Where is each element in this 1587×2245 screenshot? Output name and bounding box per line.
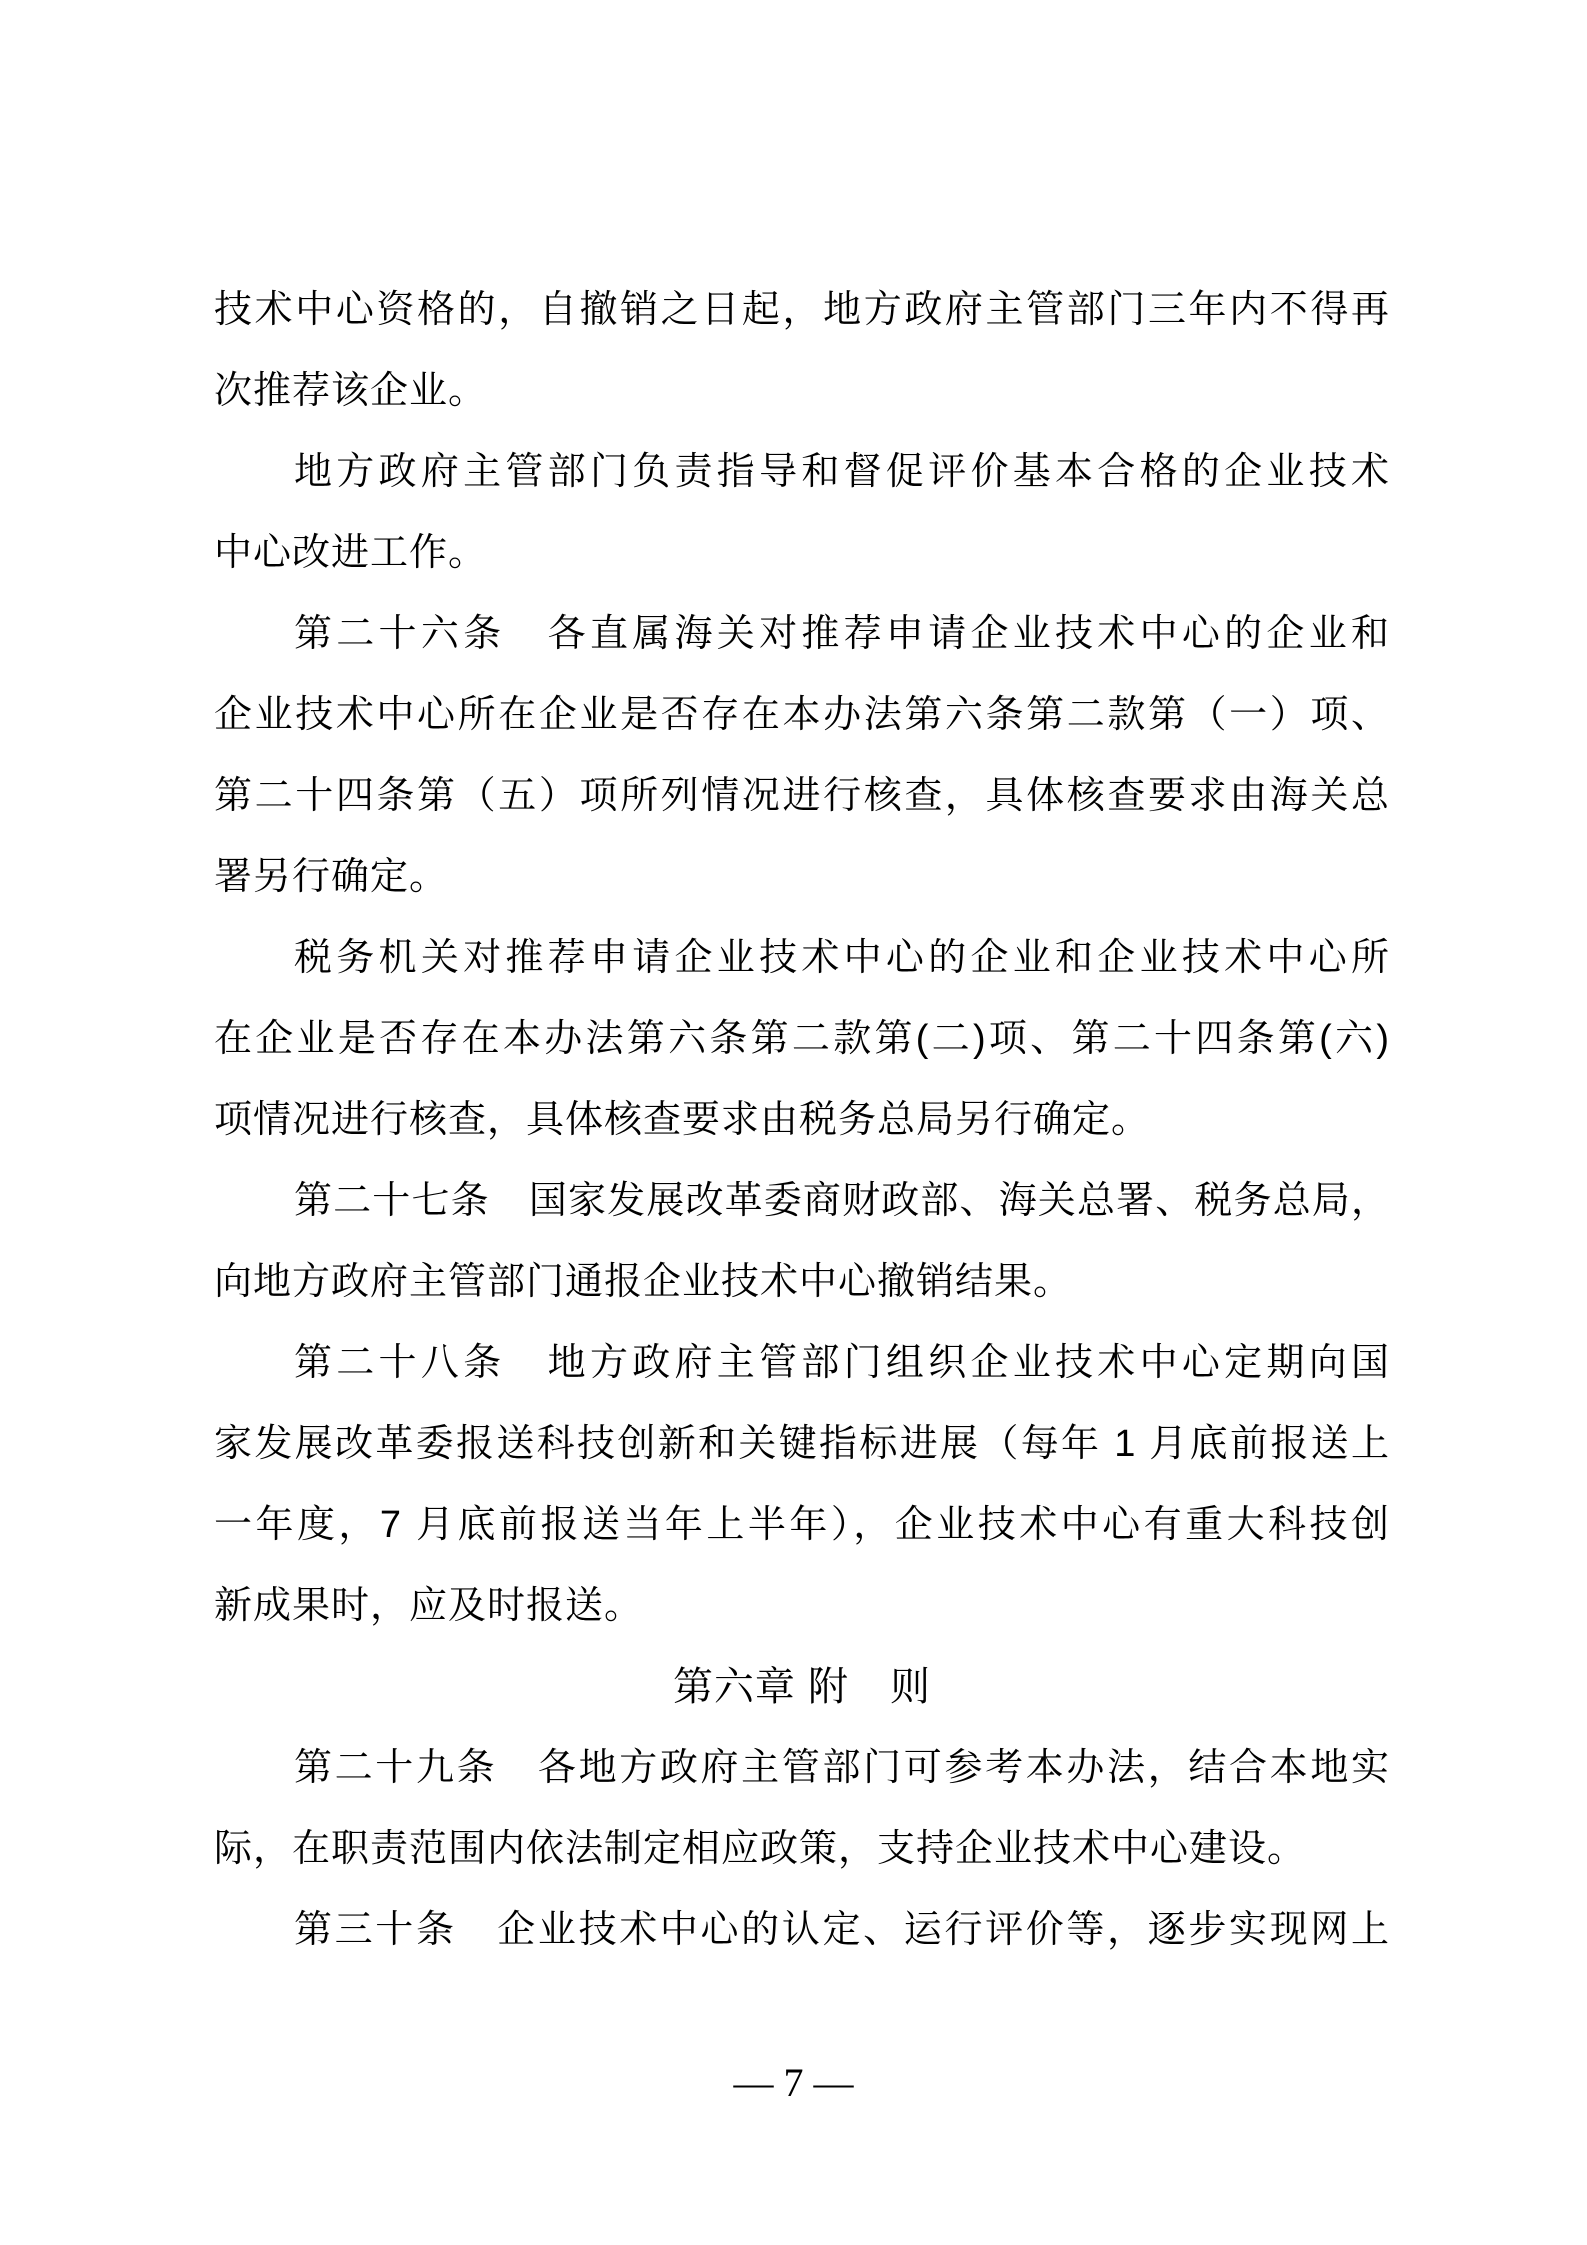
text-line: 第二十八条 地方政府主管部门组织企业技术中心定期向国 (294, 1342, 1390, 1384)
document-body (214, 270, 1390, 1971)
text-line: 第二十九条 各地方政府主管部门可参考本办法，结合本地实 (294, 1747, 1390, 1789)
chapter-heading: 第六章 附 则 (672, 1665, 932, 1709)
text-line: 次推荐该企业。 (214, 370, 488, 412)
text-line: 技术中心资格的，自撤销之日起，地方政府主管部门三年内不得再 (214, 289, 1390, 331)
text-line: 企业技术中心所在企业是否存在本办法第六条第二款第（一）项、 (214, 694, 1390, 736)
text-line: 税务机关对推荐申请企业技术中心的企业和企业技术中心所 (294, 937, 1390, 979)
text-line: 际，在职责范围内依法制定相应政策，支持企业技术中心建设。 (214, 1828, 1307, 1870)
text-line: 第二十七条 国家发展改革委商财政部、海关总署、税务总局， (294, 1180, 1390, 1222)
text-line: 第二十四条第（五）项所列情况进行核查，具体核查要求由海关总 (214, 775, 1390, 817)
text-line: 第三十条 企业技术中心的认定、运行评价等，逐步实现网上 (294, 1909, 1390, 1951)
text-line: 地方政府主管部门负责指导和督促评价基本合格的企业技术 (294, 451, 1390, 493)
text-line: 第二十六条 各直属海关对推荐申请企业技术中心的企业和 (294, 613, 1390, 655)
text-line: 一年度，7 月底前报送当年上半年），企业技术中心有重大科技创 (214, 1504, 1390, 1546)
text-line: 家发展改革委报送科技创新和关键指标进展（每年 1 月底前报送上 (214, 1423, 1390, 1465)
text-line: 向地方政府主管部门通报企业技术中心撤销结果。 (214, 1261, 1073, 1303)
text-line: 署另行确定。 (214, 856, 449, 898)
text-line: 在企业是否存在本办法第六条第二款第(二)项、第二十四条第(六) (214, 1018, 1390, 1060)
text-line: 新成果时，应及时报送。 (214, 1585, 644, 1627)
text-line: 项情况进行核查，具体核查要求由税务总局另行确定。 (214, 1099, 1151, 1141)
page-number: — 7 — (733, 2060, 854, 2105)
text-line: 中心改进工作。 (214, 532, 488, 574)
